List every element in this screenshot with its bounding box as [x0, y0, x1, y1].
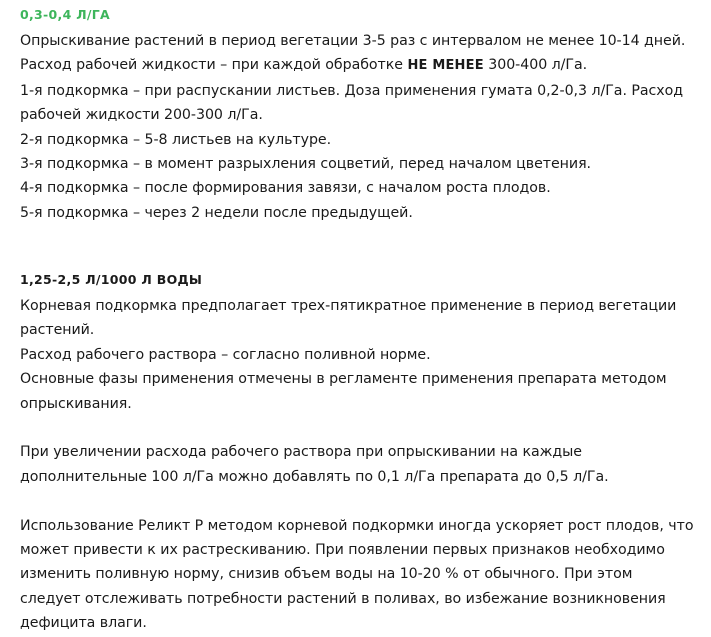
- foliar-consumption-emphasis: НЕ МЕНЕЕ: [407, 58, 484, 74]
- paragraph-gap: [20, 416, 697, 440]
- root-phases-text: Основные фазы применения отмечены в регламенте применения препарата методом опрыскивания.: [20, 371, 667, 412]
- feeding-1-text: 1-я подкормка – при распускании листьев. Доза применения гумата 0,2-0,3 л/Га. Расход рабочей жидкости 200-300 л/Га.: [20, 82, 684, 124]
- foliar-dose-heading: 0,3-0,4 Л/ГА: [20, 7, 111, 22]
- paragraph-gap: [20, 489, 697, 513]
- root-application-text: Корневая подкормка предполагает трех-пятикратное применение в период вегетации растений.: [20, 298, 677, 339]
- feeding-4-text: 4-я подкормка – после формирования завязи, с началом роста плодов.: [20, 180, 551, 197]
- foliar-consumption-text: [20, 53, 697, 78]
- root-dose-heading: 1,25-2,5 Л/1000 Л ВОДЫ: [20, 272, 203, 287]
- feeding-3-text: 3-я подкормка – в момент разрыхления соцветий, перед началом цветения.: [20, 156, 592, 173]
- foliar-consumption-post: 300-400 л/Га.: [483, 57, 588, 74]
- spray-increase-text: При увеличении расхода рабочего раствора при опрыскивании на каждые дополнительные 100 л/Га можно добавлять по 0,1 л/Га препарата до 0,5 л/Га.: [20, 444, 609, 485]
- feeding-5-text: 5-я подкормка – через 2 недели после предыдущей.: [20, 204, 413, 221]
- foliar-section: [20, 7, 697, 225]
- root-consumption-text: Расход рабочего раствора – согласно поливной норме.: [20, 346, 431, 363]
- foliar-schedule-text: Опрыскивание растений в период вегетации 3-5 раз с интервалом не менее 10-14 дней.: [20, 33, 686, 49]
- cracking-warning-text: Использование Реликт Р методом корневой подкормки иногда ускоряет рост плодов, что может привести к их растрескиванию. При появлении первых признаков необходимо изменить поливную норму, снизив объем воды на 10-20 % от обычного. При этом следует отслеживать потребности растений в поливах, во избежание возникновения дефицита влаги.: [20, 517, 694, 632]
- root-section: [20, 272, 697, 636]
- feeding-2-text: 2-я подкормка – 5-8 листьев на культуре.: [20, 131, 332, 148]
- foliar-consumption-pre: Расход рабочей жидкости – при каждой обработке: [20, 57, 408, 74]
